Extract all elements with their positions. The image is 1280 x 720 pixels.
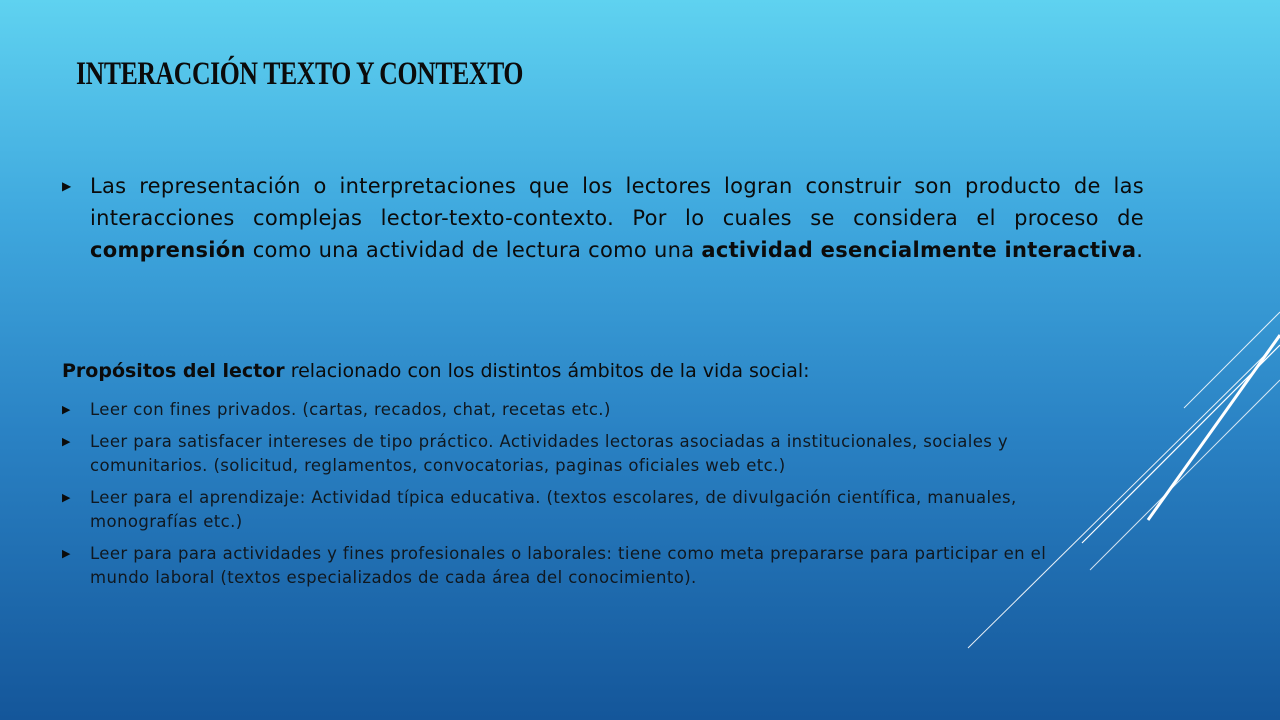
list-item: ▶ Leer para satisfacer intereses de tipo práctico. Actividades lectoras asociadas a institucionales, sociales y comunitarios. (solicitud, reglamentos, convocatorias, paginas oficiales web etc.) (62, 430, 1102, 478)
intro-paragraph: Las representación o interpretaciones que los lectores logran construir son producto de las interacciones complejas lector-texto-contexto. Por lo cuales se considera el proceso de comprensión como una actividad de lectura como una actividad esencialmente interactiva. (90, 174, 1144, 262)
list-item: ▶ Leer para para actividades y fines profesionales o laborales: tiene como meta prepararse para participar en el mundo laboral (textos especializados de cada área del conocimiento). (62, 542, 1102, 590)
purposes-heading: Propósitos del lector relacionado con los distintos ámbitos de la vida social: (62, 360, 810, 382)
arrowhead-right-icon: ▶ (62, 547, 71, 560)
arrowhead-right-icon: ▶ (62, 435, 71, 448)
purpose-list (62, 398, 1102, 598)
list-item: ▶ Leer para el aprendizaje: Actividad típica educativa. (textos escolares, de divulgación científica, manuales, monografías etc.) (62, 486, 1102, 534)
intro-bullet (62, 170, 1144, 266)
arrowhead-right-icon: ▶ (62, 491, 71, 504)
arrowhead-right-icon: ▶ (62, 403, 71, 416)
arrowhead-right-icon: ▶ (62, 179, 72, 193)
slide-title: INTERACCIÓN TEXTO Y CONTEXTO (76, 56, 524, 92)
list-item: ▶ Leer con fines privados. (cartas, recados, chat, recetas etc.) (62, 398, 1102, 422)
